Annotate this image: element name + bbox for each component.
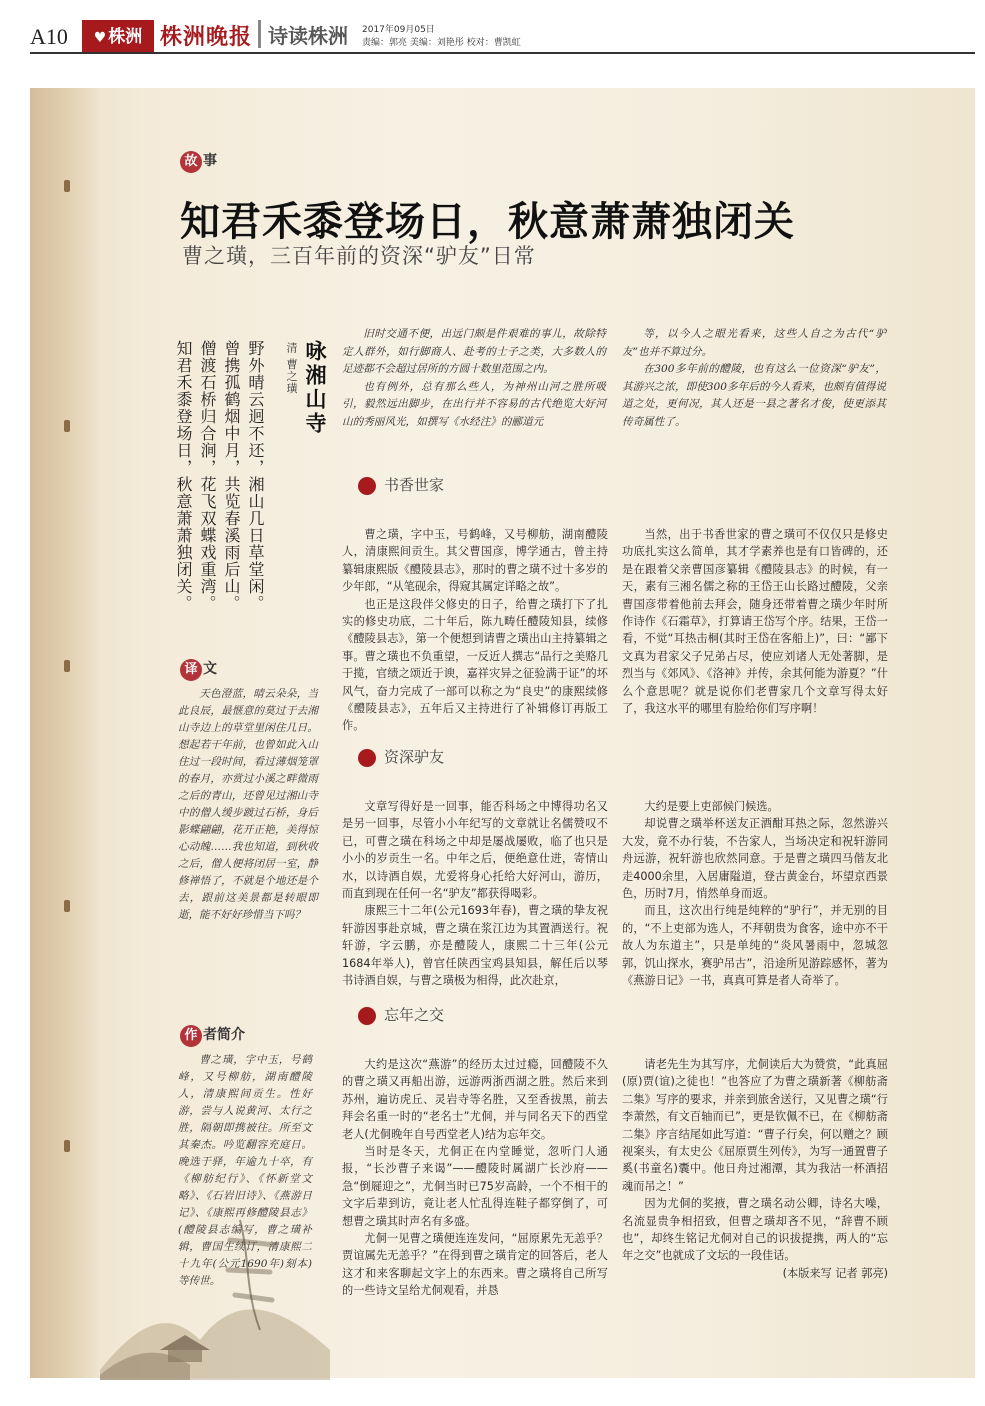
section-marker-icon [358,1007,376,1025]
paragraph: 康熙三十二年(公元1693年春)，曹之璜的挚友祝轩游因事赴京城，曹之璜在浆江边为其置酒送行。祝轩游，字云鹏，亦是醴陵人，康熙二十三年(公元1684年举人)，曾官任陕西宝鸡县知县，解任后以琴书诗酒自娱，与曹之璜极为相得，此次赴京， [342,904,608,988]
story-tag-text: 事 [203,153,217,169]
issue-date: 2017年09月05日 [362,25,435,35]
translation-text [178,686,318,924]
article-credit: (本版来写 记者 郭亮) [782,1266,888,1280]
paragraph: 大约是要上吏部候门候选。 [644,800,779,813]
paragraph: 而且，这次出行纯是纯粹的“驴行”，并无别的目的，“不上吏部为选人，不拜朝贵为食客，途中亦不干故人为东道主”，只是单纯的“炎风暑雨中，忽城忽郭，饥山探水，赛驴吊古”，沿途所见游踪感怀，著为《燕游日记》一书，真真可算是者人奇举了。 [622,904,888,988]
binding-stitch [64,900,70,912]
poem-line: 曾携孤鹤烟中月，共览春溪雨后山。 [222,340,241,612]
subheadline: 曹之璜，三百年前的资深“驴友”日常 [182,244,536,268]
paragraph: 却说曹之璜举杯送友正酒酣耳热之际，忽然游兴大发，竟不办行装，不告家人，当场决定和祝轩游同舟远游，祝轩游也欣然同意。于是曹之璜四马偕友北走4000余里，入居庸隘道，登古黄金台，坏望京西景色，历时7月，悄然单身而返。 [622,817,888,901]
masthead-rule [30,52,975,54]
poem-author: 清 曹之璜 [285,342,298,395]
poem-title: 咏湘山寺 [303,340,328,436]
paragraph: 因为尤侗的奖掖，曹之璜名动公卿，诗名大噪，名流显贵争相招致，但曹之璜却吝不见，“辞曹不顾也”，却终生铭记尤侗对自己的识拔提携，两人的“忘年之交”也就成了文坛的一段佳话。 [622,1197,888,1263]
paragraph: 在300多年前的醴陵，也有这么一位资深“驴友”，其游兴之浓，即使300多年后的今人看来，也颇有值得说道之处，更何况，其人还是一县之著名才俊，使更添其传奇属性了。 [622,363,886,428]
section-heading-text: 资深驴友 [384,748,445,766]
binding-stitch [64,420,70,432]
paragraph: 文章写得好是一回事，能否科场之中博得功名又是另一回事，尽管小小年纪写的文章就让名儒赞叹不已，可曹之璜在科场之中却是屡战屡败，临了也只是小小的岁贡生一名。中年之后，便绝意仕进，寄情山水，以诗酒自娱，尤爱将身心托给大好河山，游历，而直到现在任何一名“驴友”都获得喝彩。 [342,800,608,901]
section-heading [358,474,444,495]
binding-stitch [64,1140,70,1152]
intro-column-right [622,326,886,432]
paragraph: 等，以今人之眼光看来，这些人自之为古代“驴友”也并不算过分。 [622,328,886,358]
paragraph: 天色澄蓝，晴云朵朵，当此良辰，最惬意的莫过于去湘山寺边上的草堂里闲住几日。想起若干年前，也曾如此入山住过一段时间，看过薄烟笼罩的春月，亦赏过小溪之畔微雨之后的青山，还曾见过湘山寺中的僧人缓步踱过石桥，身后影蝶翩翩，花开正艳，美得惊心动魄……我也知道，到秋收之后，僧人便将闭居一室，静修禅悟了，不就是个地还是个去，跟前这美景都是转眼即逝，能不好好珍惜当下吗？ [178,688,318,921]
scroll-binding-edge [30,88,100,1378]
paragraph: 曹之璜，字中玉，号鹤峰，又号柳舫，湖南醴陵人，清康熙间贡生。性好游，尝与人说黄河、太行之胜，隔朝即携被往。所至文其秦杰。吟览翻容充庭日。晚选于驿，年逾九十卒，有《柳舫纪行》、《怀新堂文略》、《石岩旧诗》、《燕游日记》、《康熙再修醴陵县志》(醴陵县志编写，曹之璜补辑，曹国生续订，清康熙二十九年(公元1690年)刻本)等传世。 [178,1054,312,1287]
section-marker-icon [358,749,376,767]
paragraph: 当然，出于书香世家的曹之璜可不仅仅只是修史功底扎实这么简单，其才学素养也是有口皆碑的，还是在跟着父亲曹国彦纂辑《醴陵县志》的时候，有一天，素有三湘名儒之称的王岱王山长路过醴陵，父亲曹国彦带着他前去拜会，随身还带着曹之璜少年时所作诗作《石霜草》，打算请王岱写个序。结果，王岱一看，不觉“耳热击桐(其时王岱在客船上)”，曰：“鄙下文真为君家父子兄弟占尽，使应刘诸人无处著脚，是烈当与《郊风》、《洛神》并传，余其何能为游夏？”什么个意思呢？就是说你们老曹家几个文章写得太好了，我这水平的哪里有脸给你们写序啊！ [622,528,888,716]
author-bio-tag [180,1024,245,1047]
headline: 知君禾黍登场日，秋意萧萧独闭关 [180,198,795,245]
pavilion-base [168,1350,202,1362]
translation-tag-text: 文 [203,661,217,677]
binding-stitch [64,180,70,192]
section-heading-text: 书香世家 [384,476,445,494]
landscape-illustration [100,1200,330,1380]
story-tag-mark: 故 [180,151,202,173]
paragraph: 旧时交通不便，出远门颇是件艰难的事儿，故除特定人群外，如行脚商人、赴考的士子之类，大多数人的足迹都不会超过居所的方圆十数里范围之内。 [342,328,606,376]
paragraph: 也有例外，总有那么些人，为神州山河之胜所吸引，毅然远出脚步，在出行并不容易的古代绝览大好河山的秀丽风光，如撰写《水经注》的郦道元 [342,380,606,428]
page-number: A10 [30,24,68,49]
translation-tag [180,658,217,681]
section-heading-text: 忘年之交 [384,1006,445,1024]
editor-credits: 责编：郭亮 美编：刘艳彤 校对：曹凯虹 [362,38,521,48]
logo-text: 株洲 [108,27,143,47]
section-column-left [342,526,608,735]
intro-column-left [342,326,606,432]
section-marker-icon [358,477,376,495]
heart-icon: ♥ [93,30,107,46]
poem-line: 僧渡石桥归合涧，花飞双蝶戏重湾。 [198,340,217,612]
section-column-right [622,798,888,989]
section-column-left [342,1056,608,1300]
masthead-divider [258,20,261,48]
section-column-right [622,1056,888,1282]
paragraph: 也正是这段伴父修史的日子，给曹之璜打下了扎实的修史功底，二十年后，陈九畴任醴陵知县，续修《醴陵县志》，第一个便想到请曹之璜出山主持纂辑之事。曹之璜也不负重望，一反近人撰志“品行之美赂几于揽，官绩之颂近于谀，嘉祥灾异之征验满于证”的坏风气，奋力完成了一部可以称之为“良史”的康熙续修《醴陵县志》，五年后又主持进行了补辑修订再版工作。 [342,597,608,733]
author-bio-tag-mark: 作 [180,1025,202,1047]
poem-line: 知君禾黍登场日，秋意萧萧独闭关。 [174,340,193,612]
section-column-left [342,798,608,989]
paper-name: 株洲晚报 [160,24,253,50]
section-name: 诗读株洲 [268,24,348,48]
binding-stitch [64,660,70,672]
pine-needles-icon [228,1240,275,1300]
newspaper-logo [82,20,154,54]
paragraph: 当时是冬天，尤侗正在内堂睡觉，忽听门人通报，“长沙曹子来谒”——醴陵时属湖广长沙府——急“倒屣迎之”，尤侗当时已75岁高龄，一个不相干的文字后辈到访，竟让老人忙乱得连鞋子都穿倒了，可想曹之璜其时声名有多盛。 [342,1145,608,1228]
story-tag [180,150,217,173]
paragraph: 尤侗一见曹之璜便连连发问，“屈原累先无恙乎？贾谊属先无恙乎？”在得到曹之璜肯定的回答后，老人这才和来客聊起文字上的东西来。曹之璜将自己所写的一些诗文呈给尤侗观看，并恳 [342,1232,608,1298]
author-bio-tag-text: 者简介 [203,1027,245,1043]
section-column-right [622,526,888,717]
paragraph: 曹之璜，字中玉，号鹤峰，又号柳舫，湖南醴陵人，清康熙间贡生。其父曹国彦，博学通古，曾主持纂辑康熙版《醴陵县志》，那时的曹之璜不过十多岁的少年郎，“从笔砚余，得窥其属定详略之故”。 [342,528,608,594]
paragraph: 大约是这次“燕游”的经历太过过瘾，回醴陵不久的曹之璜又再船出游，远游两浙西湖之胜。然后来到苏州，遍访虎丘、灵岩寺等名胜，又至香拔黑，前去拜会名重一时的“老名士”尤侗，并与同名天下的西堂老人(尤侗晚年自号西堂老人)结为忘年交。 [342,1058,608,1141]
translation-tag-mark: 译 [180,659,202,681]
paragraph: 请老先生为其写序，尤侗读后大为赞赏，“此真屈(原)贾(谊)之徒也！”也答应了为曹之璜新著《柳舫斋二集》写序的要求，并亲到旅舍送行，又见曹之璜“行李萧然，有文百轴而已”，更是钦佩不已，在《柳舫斋二集》序言结尾如此写道：“曹子行矣，何以赠之？顾视案头，有太史公《屈原贾生列传》，为写一通置曹子奚(书童名)囊中。他日舟过湘潭，其为我沽一杯酒招魂而吊之！” [622,1058,888,1193]
section-heading [358,1004,444,1025]
poem-line: 野外晴云迥不还，湘山几日草堂闲。 [246,340,265,612]
section-heading [358,746,444,767]
